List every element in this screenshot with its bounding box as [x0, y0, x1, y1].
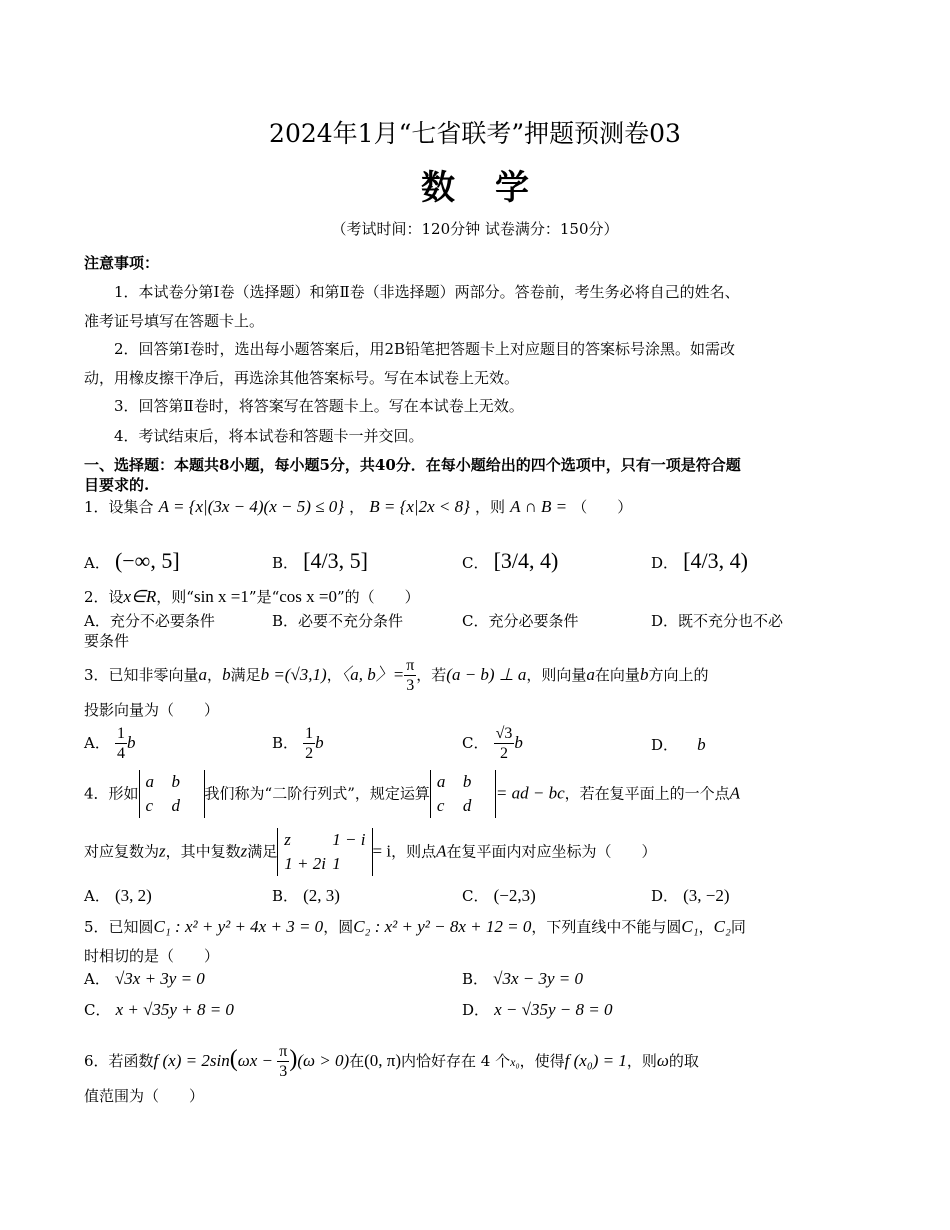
option-label: B．	[272, 887, 299, 905]
vec-a: a	[586, 665, 595, 684]
q6-inner: ωx −	[237, 1051, 278, 1070]
q2-cos: cos x =0	[279, 587, 337, 606]
note-1-line-1: 1．本试卷分第Ⅰ卷（选择题）和第Ⅱ卷（非选择题）两部分。答卷前，考生务必将自己的姓名、	[114, 283, 740, 301]
q1-option-c[interactable]	[462, 548, 558, 574]
q4-matrix: a b c d	[139, 770, 205, 818]
note-2-line-1: 2．回答第Ⅰ卷时，选出每小题答案后，用2B铅笔把答题卡上对应题目的答案标号涂黑。如需改	[114, 340, 736, 358]
circle-c2: C₂ : x² + y² − 8x + 12 = 0	[353, 917, 532, 936]
q4-text-d: 对应复数为	[84, 842, 160, 861]
option-label: C．	[462, 734, 489, 752]
option-label: C．	[462, 554, 489, 572]
q6-text-b: 在	[349, 1052, 365, 1070]
q2-option-a[interactable]: A．充分不必要条件	[84, 612, 215, 630]
option-label: B．	[462, 970, 489, 988]
q6-text-f: 的取	[668, 1052, 699, 1070]
q3-option-a[interactable]	[84, 724, 135, 763]
q1-sep: ，	[349, 498, 365, 516]
section-1-line-2: 目要求的.	[84, 476, 150, 494]
q6-text-e: ，则	[626, 1052, 657, 1070]
q4-text-b: 我们称为“二阶行列式”，规定运算	[204, 784, 430, 803]
note-3: 3．回答第Ⅱ卷时，将答案写在答题卡上。写在本试卷上无效。	[114, 397, 524, 415]
q1-option-b[interactable]	[272, 548, 368, 574]
option-value: [4/3, 5]	[303, 548, 368, 573]
q3-comma: ，	[207, 666, 223, 684]
q6-interval: (0, π)	[364, 1051, 402, 1070]
q3-angle: 〈a, b〉=	[341, 665, 405, 684]
question-1-stem	[84, 496, 632, 517]
note-1-line-2: 准考证号填写在答题卡上。	[84, 312, 265, 330]
q5-option-a[interactable]	[84, 968, 205, 989]
var-omega: ω	[656, 1051, 669, 1070]
point-a: A	[436, 841, 447, 861]
q6-text-a: 6．若函数	[84, 1052, 154, 1070]
q2-option-b[interactable]: B．必要不充分条件	[272, 612, 404, 630]
q4-text-g: ，则点	[391, 842, 437, 861]
vec-b: b	[514, 733, 523, 752]
exam-meta: （考试时间：120分钟 试卷满分：150分）	[331, 220, 619, 238]
q2-option-d[interactable]: D．既不充分也不必	[651, 612, 784, 630]
q3-text-a: 3．已知非零向量	[84, 666, 199, 684]
q3-text-d: ，则向量	[526, 666, 587, 684]
option-label: A．	[84, 970, 110, 988]
q5-text-c: ，下列直线中不能与圆	[531, 918, 682, 936]
circle-c1: C₁ : x² + y² + 4x + 3 = 0	[153, 917, 324, 936]
exam-title: 2024年1月“七省联考”押题预测卷03	[269, 119, 681, 148]
option-label: A．	[84, 887, 110, 905]
q2-text-a: 2．设	[84, 588, 124, 606]
vec-b: b	[126, 733, 136, 752]
q5-option-b[interactable]	[462, 968, 583, 989]
q5-text-e: 同	[730, 918, 746, 936]
q1-stem-start: 1．设集合	[84, 498, 154, 516]
q3-pi-over-3: $\frac{\pi}{3}$	[406, 657, 415, 694]
option-label: C．	[462, 887, 489, 905]
question-6-stem: 6．若函数f (x) = 2sin(ωx − $\frac{\pi}{3}$ )(ω > 0)在(0, π)内恰好存在 4 个x₀，使得f (x₀) = 1，则ω的取	[84, 1043, 699, 1080]
q4-option-d[interactable]	[651, 885, 730, 906]
option-label: D．	[462, 1001, 490, 1019]
q3-line-2: 投影向量为（ ）	[84, 701, 220, 719]
q3-text-f: 方向上的	[648, 666, 709, 684]
q3-text-e: 在向量	[594, 666, 640, 684]
question-3-stem: 3．已知非零向量a，b满足b =(√3,1)，〈a, b〉= $\frac{\pi}{3}$ ，若(a − b) ⊥ a，则向量a在向量b方向上的	[84, 657, 709, 694]
option-label: D．	[651, 887, 679, 905]
q2-text-b: ，则“	[156, 588, 194, 606]
q4-eq-i: = i	[372, 841, 392, 861]
var-x0: x₀	[510, 1055, 520, 1069]
option-value: (−∞, 5]	[114, 548, 180, 573]
q4-line-2	[84, 828, 656, 876]
q6-condition: (ω > 0)	[297, 1051, 350, 1070]
q6-function: f (x) = 2sin	[153, 1051, 230, 1070]
q5-text-a: 5．已知圆	[84, 918, 154, 936]
note-4: 4．考试结束后，将本试卷和答题卡一并交回。	[114, 427, 424, 445]
vec-b: b	[222, 665, 231, 684]
q4-text-f: 满足	[247, 842, 278, 861]
vec-b: b	[315, 733, 324, 752]
q2-option-d-cont: 要条件	[84, 632, 130, 650]
q1-expr: A ∩ B =	[510, 497, 568, 516]
vec-b: b	[639, 665, 649, 684]
q4-option-b[interactable]	[272, 885, 340, 906]
option-label: B．	[272, 734, 299, 752]
q4-text-h: 在复平面内对应坐标为（ ）	[446, 842, 657, 861]
q4-option-a[interactable]	[84, 885, 152, 906]
option-value: (2, 3)	[303, 886, 340, 905]
q2-option-c[interactable]: C．充分必要条件	[462, 612, 579, 630]
c1-ref: C₁	[681, 917, 699, 936]
option-value: x − √35y − 8 = 0	[494, 1000, 613, 1019]
q6-line-2: 值范围为（ ）	[84, 1087, 205, 1105]
section-1-line-1: 一、选择题：本题共8小题，每小题5分，共40分．在每小题给出的四个选项中，只有一项是符合题	[84, 456, 741, 474]
q4-option-c[interactable]	[462, 885, 536, 906]
q6-text-d: ，使得	[519, 1052, 565, 1070]
notes-heading: 注意事项：	[84, 254, 160, 272]
option-value: √3x − 3y = 0	[493, 969, 583, 988]
q2-text-c: ”是“	[248, 588, 280, 606]
c2-ref: C₂	[713, 917, 731, 936]
q3-option-b[interactable]	[272, 724, 324, 763]
point-a: A	[729, 783, 741, 803]
option-label: B．	[272, 554, 299, 572]
q3-text-b: 满足	[230, 666, 261, 684]
option-label: A．	[84, 554, 110, 572]
option-fraction: $\frac{1}{2}$	[305, 725, 314, 762]
q6-pi-over-3: $\frac{\pi}{3}$	[279, 1043, 288, 1080]
q4-rule: = ad − bc	[495, 783, 565, 803]
vec-a: a	[198, 665, 208, 684]
q1-option-a[interactable]	[84, 548, 180, 574]
q1-set-a: A = {x|(3x − 4)(x − 5) ≤ 0}	[158, 497, 345, 516]
q3-b-def: b =(√3,1)	[260, 665, 327, 684]
option-label: D．	[651, 736, 679, 754]
q1-ask: ，则	[475, 498, 506, 516]
note-2-line-2: 动，用橡皮擦干净后，再选涂其他答案标号。写在本试卷上无效。	[84, 369, 520, 387]
option-label: A．	[84, 734, 110, 752]
option-value: [3/4, 4)	[493, 548, 559, 573]
option-value: (3, −2)	[683, 886, 730, 905]
q2-text-d: ”的（ ）	[337, 588, 420, 606]
var-z: z	[240, 841, 248, 861]
q1-option-d[interactable]	[651, 548, 748, 574]
option-value: [4/3, 4)	[683, 548, 748, 573]
q6-fx0: f (x₀) = 1	[564, 1051, 627, 1070]
q1-set-b: B = {x|2x < 8}	[369, 497, 470, 516]
q2-sin: sin x =1	[193, 587, 249, 606]
option-fraction: $\frac{√3}{2}$	[495, 725, 513, 762]
q5-option-c[interactable]	[84, 999, 234, 1020]
option-label: C．	[84, 1001, 111, 1019]
q3-text-c: ，若	[416, 666, 447, 684]
option-value: (3, 2)	[114, 886, 152, 905]
q5-text-b: ，圆	[323, 918, 354, 936]
subject-title: 数学	[421, 168, 569, 208]
q5-text-d: ，	[698, 918, 714, 936]
vec-b: b	[697, 735, 706, 754]
q4-complex-det: z 1 − i 1 + 2i 1	[277, 828, 372, 876]
q4-text-e: ，其中复数	[165, 842, 241, 861]
option-value: x + √35y + 8 = 0	[115, 1000, 234, 1019]
q4-text-a: 4．形如	[84, 784, 139, 803]
option-fraction: $\frac{1}{4}$	[116, 725, 125, 762]
option-value: (−2,3)	[493, 886, 536, 905]
question-5-stem	[84, 916, 746, 937]
q3-option-c[interactable]	[462, 724, 523, 763]
option-value: √3x + 3y = 0	[114, 969, 205, 988]
q6-text-c: 内恰好存在 4 个	[401, 1052, 511, 1070]
q5-line-2: 时相切的是（ ）	[84, 947, 220, 965]
question-4-stem	[84, 770, 740, 818]
q1-paren: （ ）	[572, 498, 633, 516]
q4-matrix-2: a b c d	[430, 770, 496, 818]
q5-option-d[interactable]	[462, 999, 612, 1020]
var-z: z	[159, 841, 166, 861]
q3-perp: (a − b) ⊥ a	[446, 665, 527, 684]
q2-x-in-r: x∈R	[123, 587, 157, 606]
option-label: D．	[651, 554, 679, 572]
q4-text-c: ，若在复平面上的一个点	[564, 784, 730, 803]
question-2-stem	[84, 586, 420, 607]
q3-option-d[interactable]	[651, 734, 706, 755]
